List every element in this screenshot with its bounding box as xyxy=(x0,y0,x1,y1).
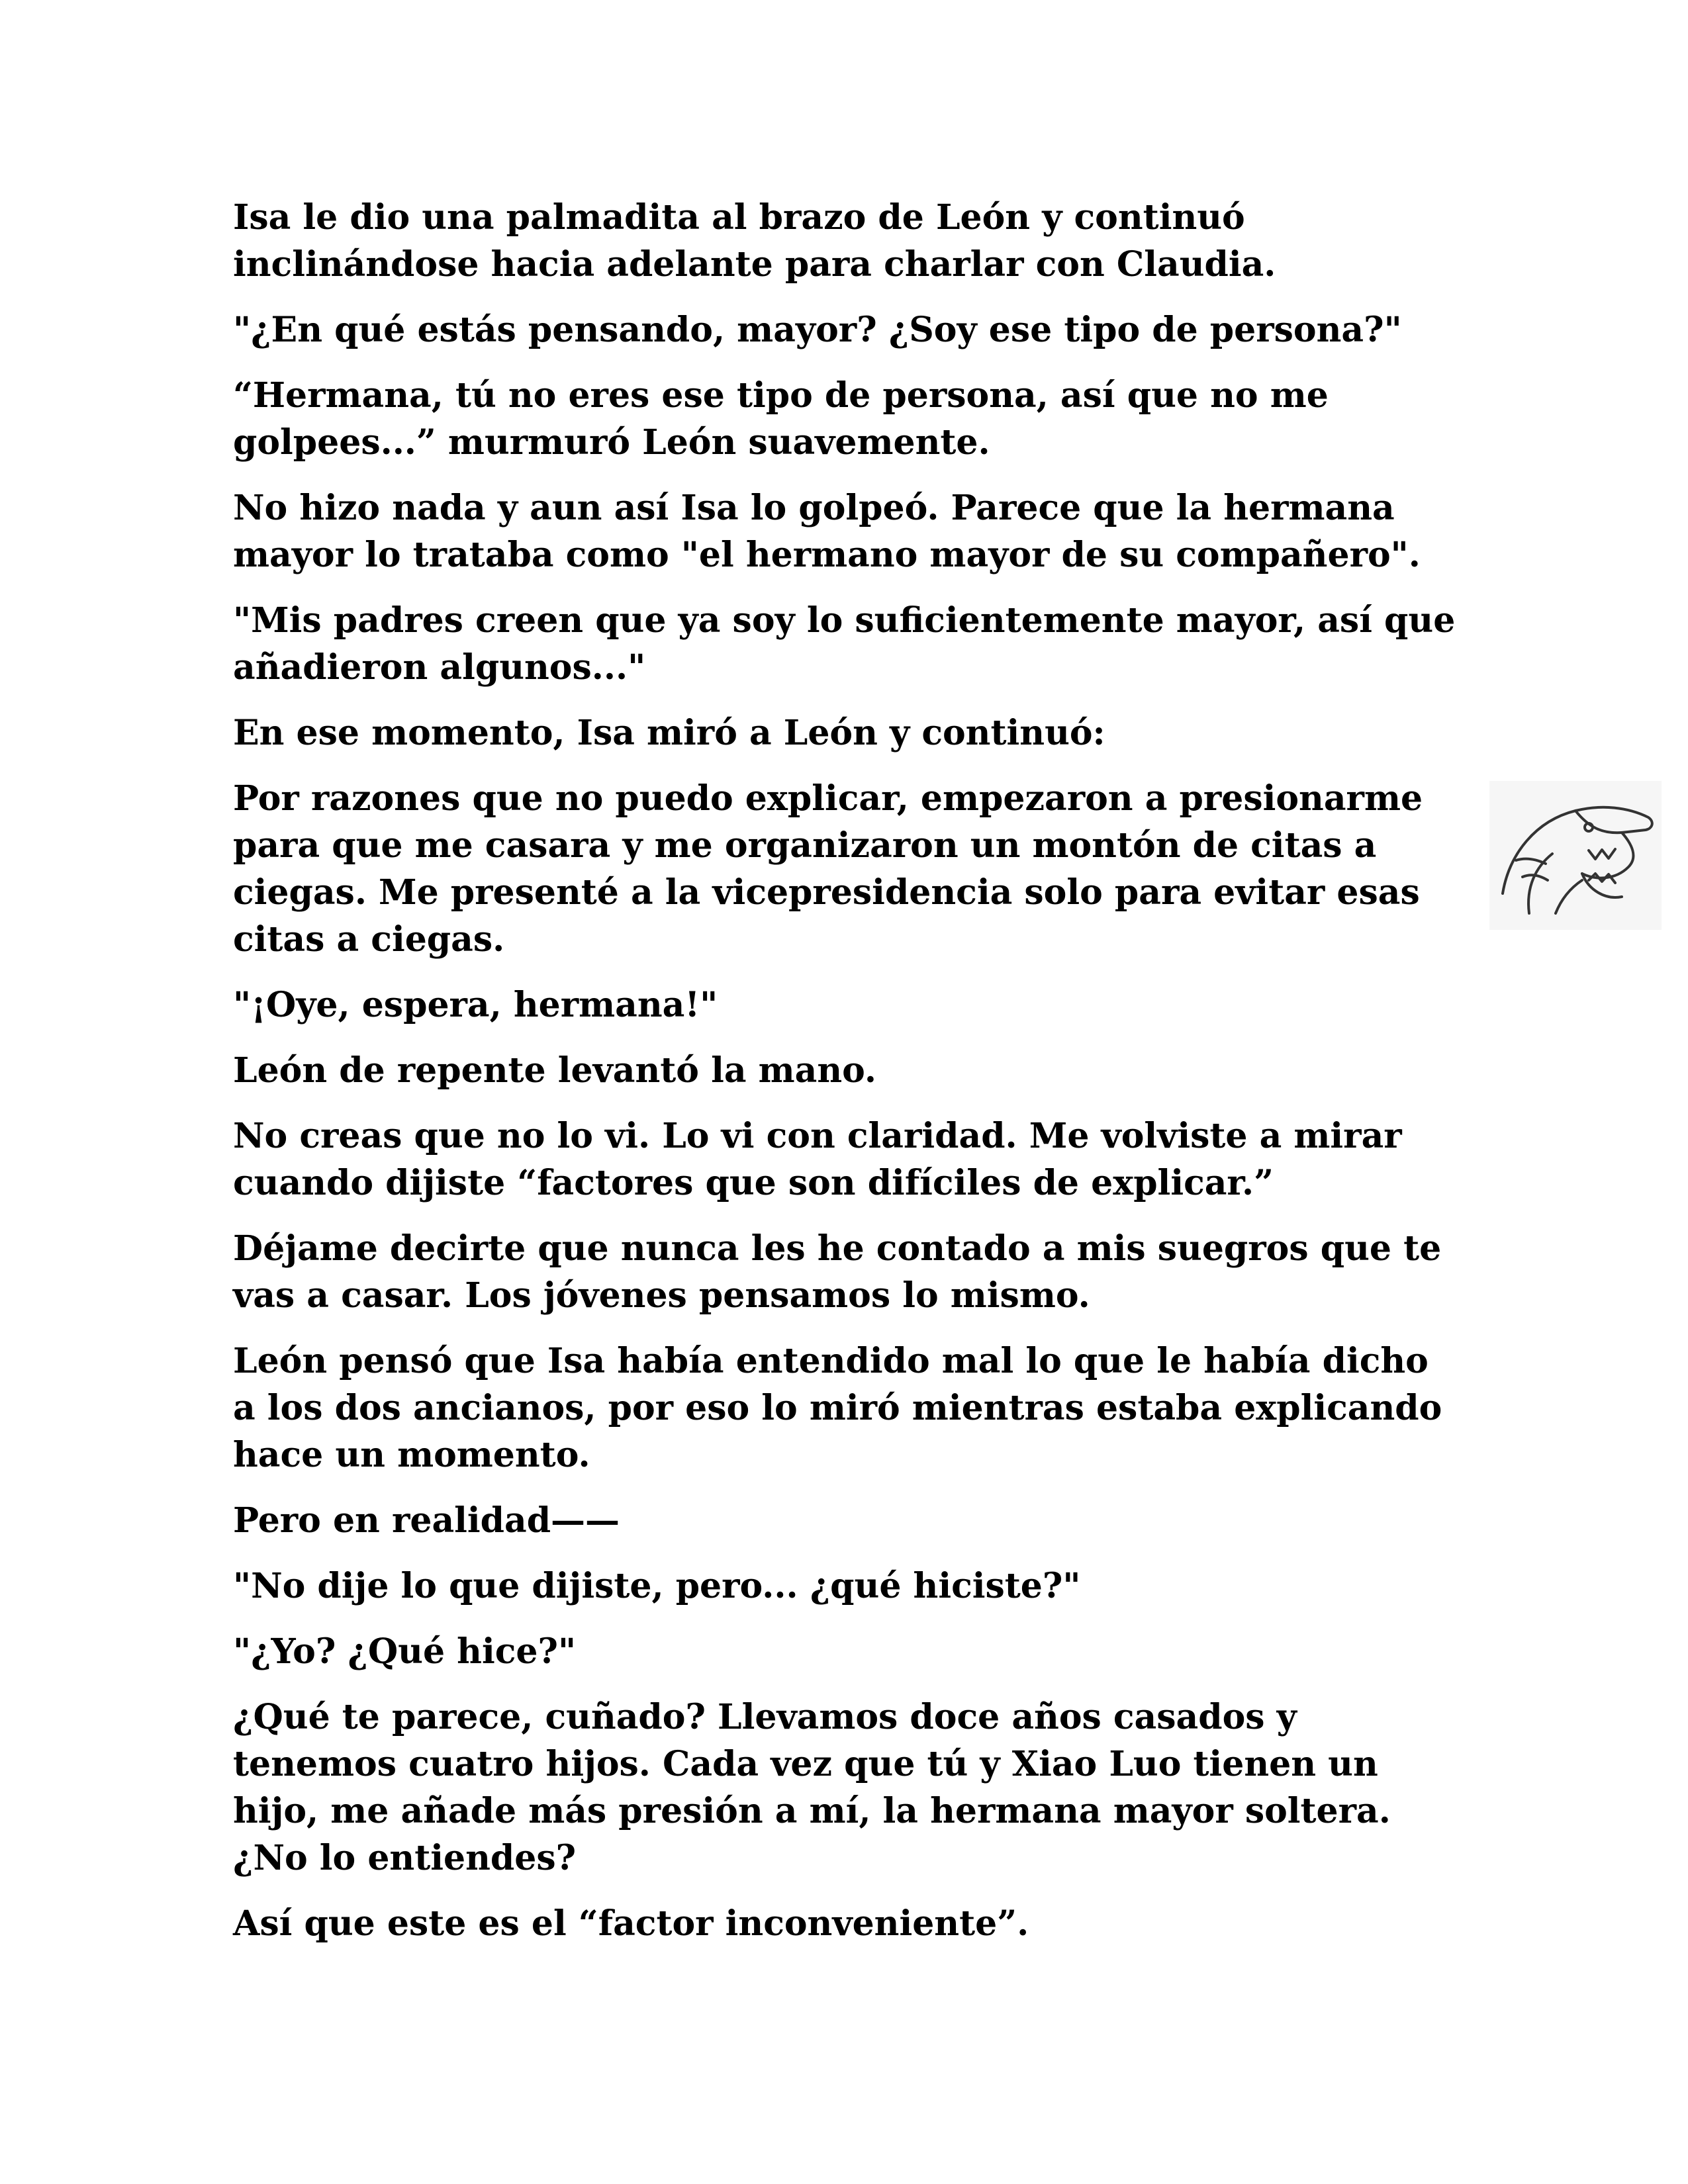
paragraph-12: León pensó que Isa había entendido mal lo que le había dicho a los dos ancianos, por eso lo miró mientras estaba explicando hace un momento. xyxy=(233,1341,1442,1475)
body-text xyxy=(233,194,1458,1966)
paragraph-16: ¿Qué te parece, cuñado? Llevamos doce años casados y tenemos cuatro hijos. Cada vez que tú y Xiao Luo tienen un hijo, me añade más presión a mí, la hermana mayor soltera. ¿No lo entiendes? xyxy=(233,1697,1391,1878)
paragraph-11: Déjame decirte que nunca les he contado a mis suegros que te vas a casar. Los jóvenes pensamos lo mismo. xyxy=(233,1228,1442,1316)
paragraph-2: "¿En qué estás pensando, mayor? ¿Soy ese tipo de persona?" xyxy=(233,310,1402,350)
paragraph-10: No creas que no lo vi. Lo vi con claridad. Me volviste a mirar cuando dijiste “factores que son difíciles de explicar.” xyxy=(233,1116,1402,1203)
dinosaur-head-icon xyxy=(1489,781,1662,930)
paragraph-13: Pero en realidad—— xyxy=(233,1500,620,1541)
paragraph-15: "¿Yo? ¿Qué hice?" xyxy=(233,1631,577,1672)
paragraph-17: Así que este es el “factor inconveniente”. xyxy=(233,1903,1029,1944)
paragraph-4: No hizo nada y aun así Isa lo golpeó. Parece que la hermana mayor lo trataba como "el hermano mayor de su compañero". xyxy=(233,488,1421,575)
paragraph-9: León de repente levantó la mano. xyxy=(233,1050,877,1091)
paragraph-14: "No dije lo que dijiste, pero... ¿qué hiciste?" xyxy=(233,1566,1081,1606)
paragraph-1: Isa le dio una palmadita al brazo de León y continuó inclinándose hacia adelante para charlar con Claudia. xyxy=(233,197,1276,285)
paragraph-7: Por razones que no puedo explicar, empezaron a presionarme para que me casara y me organizaron un montón de citas a ciegas. Me presenté a la vicepresidencia solo para evitar esas citas a ciegas. xyxy=(233,778,1423,960)
paragraph-5: "Mis padres creen que ya soy lo suficientemente mayor, así que añadieron algunos..." xyxy=(233,600,1456,688)
paragraph-3: “Hermana, tú no eres ese tipo de persona, así que no me golpees...” murmuró León suavemente. xyxy=(233,375,1329,463)
paragraph-6: En ese momento, Isa miró a León y continuó: xyxy=(233,713,1105,753)
paragraph-8: "¡Oye, espera, hermana!" xyxy=(233,985,718,1025)
